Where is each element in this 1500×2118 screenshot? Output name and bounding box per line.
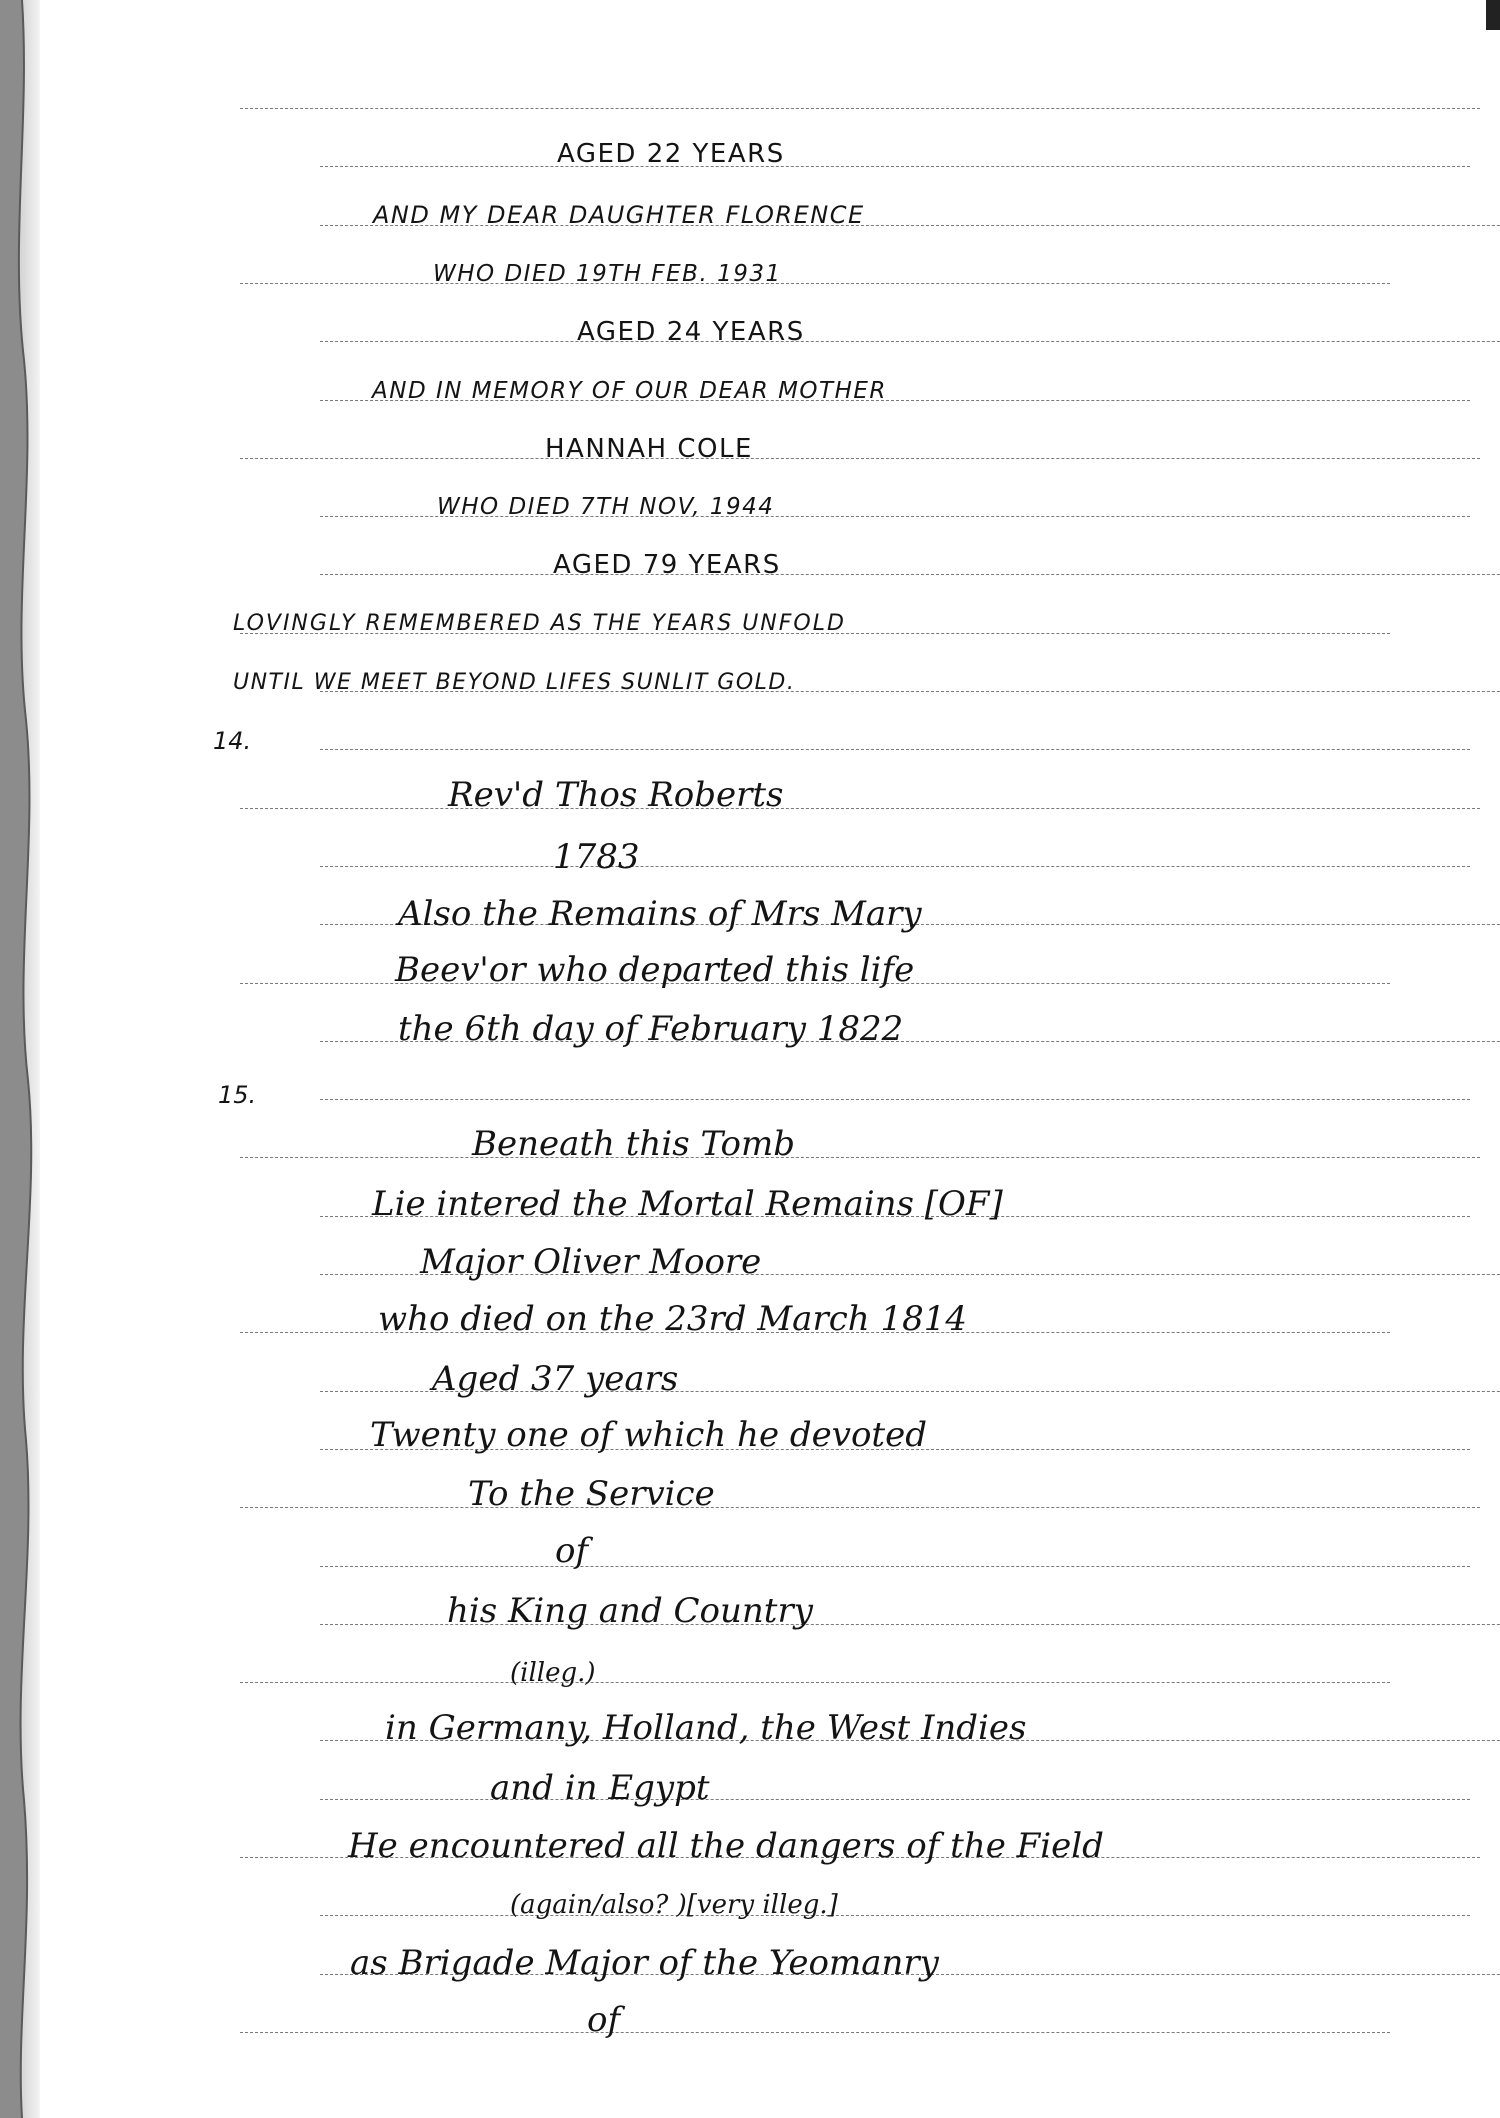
text-line: AGED 24 YEARS [577, 317, 805, 347]
ruled-line [320, 1566, 1470, 1567]
ruled-line [240, 2032, 1390, 2033]
text-line: his King and Country [447, 1591, 813, 1631]
text-line: He encountered all the dangers of the Field [348, 1826, 1104, 1866]
text-line: of [587, 2000, 621, 2040]
text-line: and in Egypt [490, 1768, 710, 1808]
ruled-line [320, 1099, 1470, 1100]
text-line: Beneath this Tomb [472, 1124, 795, 1164]
text-line: of [555, 1531, 589, 1571]
page-torn-edge [0, 0, 60, 2118]
text-line: WHO DIED 7TH NOV, 1944 [437, 494, 775, 520]
text-line: LOVINGLY REMEMBERED AS THE YEARS UNFOLD [233, 611, 846, 636]
text-line: (again/also? )[very illeg.] [510, 1890, 838, 1920]
text-line: To the Service [468, 1474, 715, 1514]
entry-number: 14. [213, 727, 252, 755]
ruled-line [320, 166, 1470, 167]
text-line: Twenty one of which he devoted [370, 1415, 927, 1455]
scan-corner-mark [1486, 0, 1500, 30]
ruled-line [240, 808, 1480, 809]
text-line: Rev'd Thos Roberts [448, 775, 784, 815]
text-line: the 6th day of February 1822 [398, 1009, 904, 1049]
ruled-line [240, 1507, 1480, 1508]
text-line: (illeg.) [510, 1658, 596, 1688]
text-line: Also the Remains of Mrs Mary [398, 894, 922, 934]
text-line: Lie intered the Mortal Remains [OF] [372, 1184, 1003, 1224]
ruled-line [320, 866, 1470, 867]
text-line: AND IN MEMORY OF OUR DEAR MOTHER [372, 378, 887, 404]
ruled-line [240, 1682, 1390, 1683]
text-line: AGED 79 YEARS [553, 550, 781, 580]
text-line: as Brigade Major of the Yeomanry [350, 1943, 939, 1983]
ruled-line [240, 283, 1390, 284]
ruled-line [320, 1915, 1470, 1916]
text-line: Beev'or who departed this life [395, 950, 915, 990]
text-line: WHO DIED 19TH FEB. 1931 [433, 261, 782, 287]
text-line: UNTIL WE MEET BEYOND LIFES SUNLIT GOLD. [233, 670, 796, 695]
text-line: who died on the 23rd March 1814 [378, 1299, 967, 1339]
text-line: AND MY DEAR DAUGHTER FLORENCE [373, 201, 865, 229]
text-line: 1783 [553, 837, 640, 877]
ruled-lines [200, 0, 1470, 2118]
text-line: Major Oliver Moore [420, 1242, 762, 1282]
ruled-line [240, 1157, 1480, 1158]
entry-number: 15. [218, 1081, 257, 1109]
ruled-line [320, 341, 1500, 342]
text-line: AGED 22 YEARS [557, 139, 785, 169]
ruled-line [240, 108, 1480, 109]
text-line: HANNAH COLE [545, 434, 753, 464]
ruled-line [320, 574, 1500, 575]
ruled-line [240, 458, 1480, 459]
text-line: Aged 37 years [432, 1359, 679, 1399]
text-line: in Germany, Holland, the West Indies [385, 1708, 1027, 1748]
ruled-line [320, 749, 1470, 750]
